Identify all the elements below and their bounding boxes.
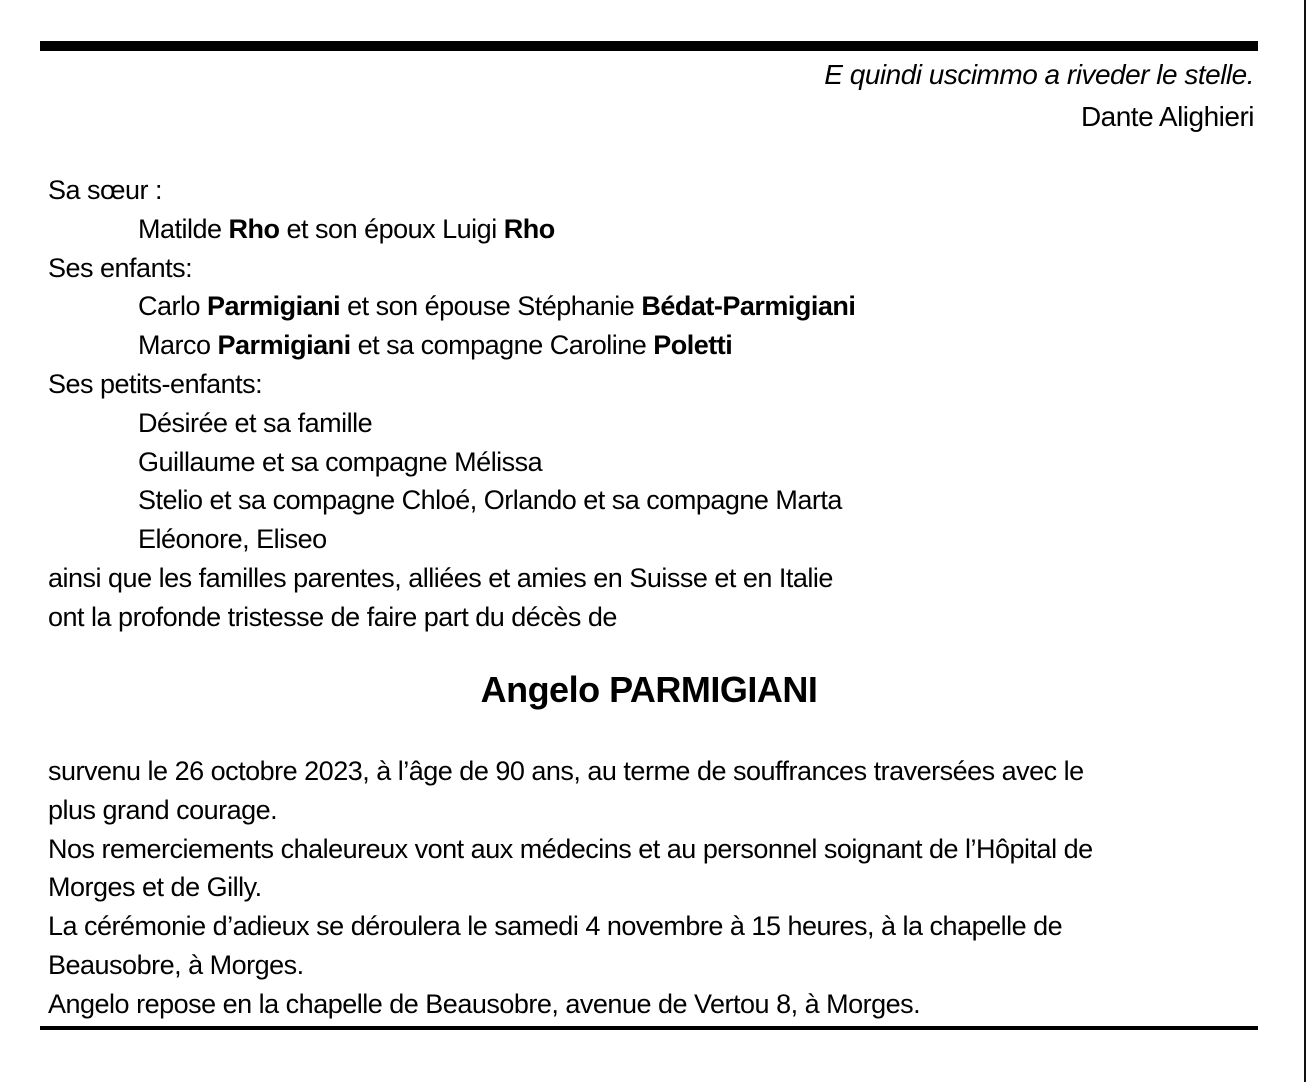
closing-line-2: ont la profonde tristesse de faire part du décès de [48,601,617,632]
epigraph [40,54,1254,138]
family-member-line-grandchild-1: Désirée et sa famille [138,407,373,438]
page-right-border [1304,0,1306,1082]
epigraph-attribution: Dante Alighieri [1080,101,1254,132]
body-text [48,752,1258,1024]
family-group-label-grandchildren: Ses petits-enfants: [48,368,263,399]
body-line-6: Beausobre, à Morges. [48,949,304,980]
family-member-line-child-2: Marco Parmigiani et sa compagne Caroline Poletti [138,330,733,361]
family-announcement [48,171,1258,637]
family-member-line-child-1: Carlo Parmigiani et son épouse Stéphanie Bédat-Parmigiani [138,291,856,322]
closing-line-1: ainsi que les familles parentes, alliées et amies en Suisse et en Italie [48,562,833,593]
epigraph-quote: E quindi uscimmo a riveder le stelle. [824,59,1254,90]
deceased-name: Angelo PARMIGIANI [480,669,818,710]
family-member-line-grandchild-2: Guillaume et sa compagne Mélissa [138,446,543,477]
body-line-1: survenu le 26 octobre 2023, à l’âge de 90 ans, au terme de souffrances traversées avec le [48,756,1084,786]
top-rule [40,41,1258,51]
family-group-label-sister: Sa sœur : [48,175,163,205]
body-line-5: La cérémonie d’adieux se déroulera le samedi 4 novembre à 15 heures, à la chapelle de [48,911,1063,942]
family-member-line-sister: Matilde Rho et son époux Luigi Rho [138,213,555,244]
family-group-label-children: Ses enfants: [48,252,193,283]
body-line-4: Morges et de Gilly. [48,872,262,903]
family-member-line-grandchild-3: Stelio et sa compagne Chloé, Orlando et sa compagne Marta [138,485,842,516]
body-line-3: Nos remerciements chaleureux vont aux médecins et au personnel soignant de l’Hôpital de [48,833,1093,864]
bottom-rule [40,1026,1258,1030]
body-line-7: Angelo repose en la chapelle de Beausobre, avenue de Vertou 8, à Morges. [48,988,921,1019]
body-line-2: plus grand courage. [48,794,278,825]
family-member-line-grandchild-4: Eléonore, Eliseo [138,524,327,555]
